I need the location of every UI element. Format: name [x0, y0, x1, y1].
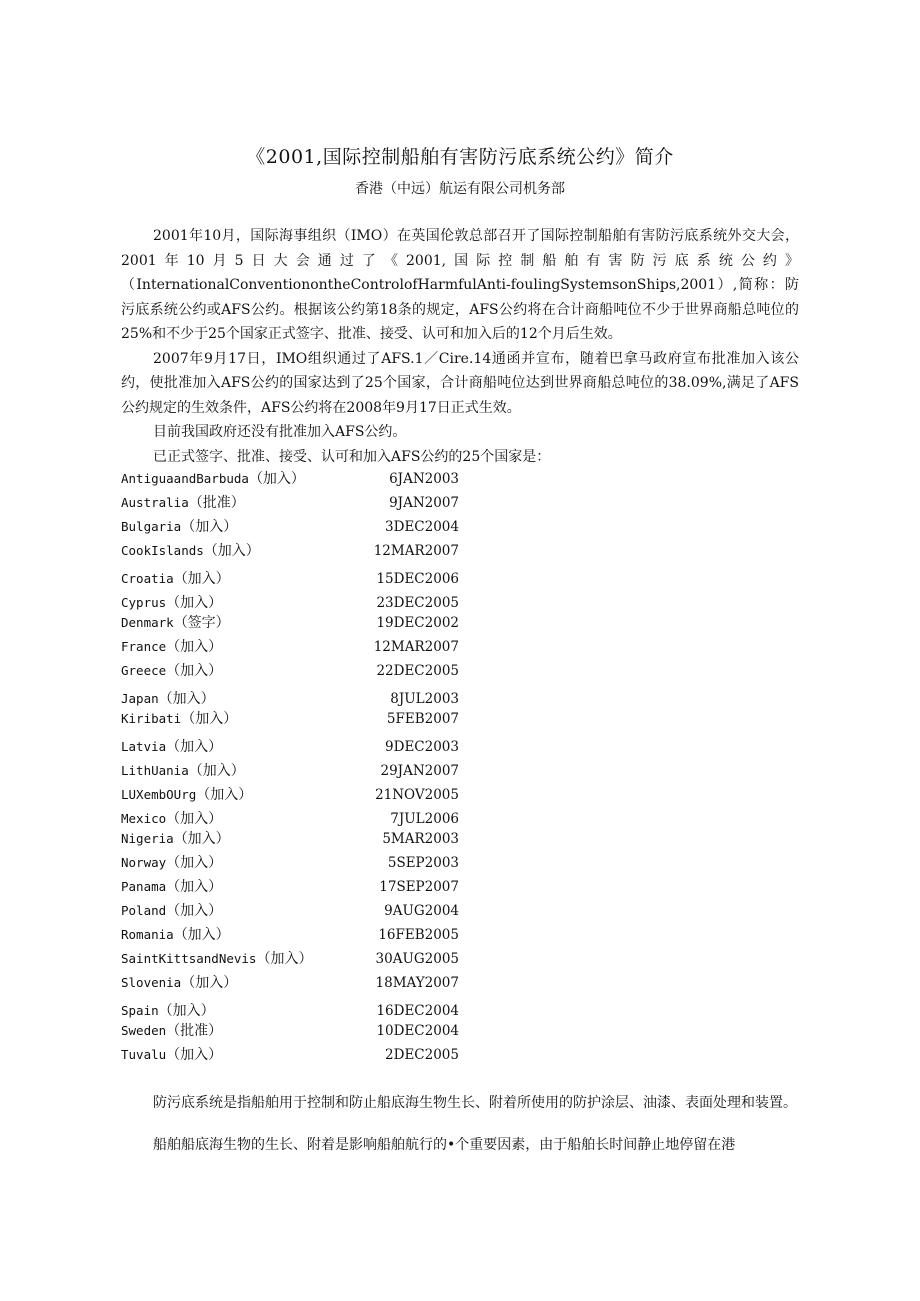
country-name: France [121, 639, 167, 654]
country-name: Tuvalu [121, 1047, 167, 1062]
country-name: Greece [121, 663, 167, 678]
country-label [121, 635, 222, 659]
country-row [121, 899, 521, 923]
paragraph-5: 防污底系统是指船舶用于控制和防止船底海生物生长、附着所使用的防护涂层、油漆、表面处理和装置。 [153, 1095, 797, 1111]
country-name: Slovenia [121, 975, 182, 990]
country-date: 6JAN2003 [389, 471, 459, 487]
country-label [121, 567, 230, 591]
country-status: （加入） [166, 595, 223, 611]
closing-section [121, 1090, 799, 1174]
country-status: （加入） [166, 811, 223, 827]
country-date: 9JAN2007 [389, 495, 459, 511]
country-date: 5MAR2003 [382, 831, 459, 847]
country-status: （加入） [166, 639, 223, 655]
country-date: 17SEP2007 [379, 879, 459, 895]
country-status: （加入） [173, 927, 230, 943]
country-status: （签字） [173, 615, 230, 631]
country-label [121, 1043, 222, 1067]
country-date: 9AUG2004 [384, 903, 459, 919]
country-label [121, 1019, 222, 1043]
country-row [121, 467, 521, 491]
country-date: 15DEC2006 [376, 571, 459, 587]
country-name: Japan [121, 691, 159, 706]
country-label [121, 875, 222, 899]
country-row [121, 567, 521, 591]
country-status: （批准） [188, 495, 245, 511]
country-label [121, 515, 237, 539]
country-status: （加入） [248, 471, 305, 487]
paragraph-4: 已正式签字、批准、接受、认可和加入AFS公约的25个国家是： [153, 448, 551, 465]
country-row [121, 735, 521, 759]
country-name: Kiribati [121, 711, 182, 726]
country-label [121, 707, 237, 731]
country-label [121, 971, 237, 995]
country-status: （加入） [166, 739, 223, 755]
country-name: LithUania [121, 763, 189, 778]
country-row [121, 1019, 521, 1043]
country-date: 22DEC2005 [376, 663, 459, 679]
country-row [121, 999, 521, 1019]
paragraph-2: 2007年9月17日，IMO组织通过了AFS.1／Cire.14通函并宣布，随着巴拿马政府宣布批准加入该公约，使批准加入AFS公约的国家达到了25个国家，合计商船吨位达到世界商船总吨位的38.09%,满足了AFS公约规定的生效条件，AFS公约将在2008年9月17日正式生效。 [121, 350, 799, 416]
country-status: （加入） [166, 855, 223, 871]
country-row [121, 491, 521, 515]
country-status: （加入） [166, 903, 223, 919]
country-row [121, 659, 521, 687]
country-status: （加入） [256, 951, 313, 967]
country-row [121, 707, 521, 735]
country-status: （加入） [188, 763, 245, 779]
country-date: 30AUG2005 [375, 951, 459, 967]
country-name: AntiguaandBarbuda [121, 471, 249, 486]
country-row [121, 687, 521, 707]
paragraph-1: 2001年10月，国际海事组织（IMO）在英国伦敦总部召开了国际控制船舶有害防污底系统外交大会，2001年10月5日大会通过了《2001,国际控制船舶有害防污底系统公约》（InternationalConventionontheControlofHarmfulAnti-foulingSystemsonShips,2001）,简称：防污底系统公约或AFS公约。根据该公约第18条的规定，AFS公约将在合计商船吨位不少于世界商船总吨位的25%和不少于25个国家正式签字、批准、接受、认可和加入后的12个月后生效。 [121, 228, 799, 342]
country-date: 18MAY2007 [375, 975, 459, 991]
country-name: Latvia [121, 739, 167, 754]
country-date: 23DEC2005 [376, 595, 459, 611]
country-label [121, 467, 305, 491]
country-name: Sweden [121, 1023, 167, 1038]
country-status: （加入） [173, 571, 230, 587]
country-status: （加入） [181, 519, 238, 535]
country-list [121, 467, 521, 1067]
country-date: 3DEC2004 [385, 519, 459, 535]
country-name: Australia [121, 495, 189, 510]
country-row [121, 875, 521, 899]
country-date: 2DEC2005 [385, 1047, 459, 1063]
country-name: Romania [121, 927, 174, 942]
country-status: （加入） [173, 831, 230, 847]
country-row [121, 947, 521, 971]
country-name: SaintKittsandNevis [121, 951, 257, 966]
country-row [121, 591, 521, 611]
country-status: （加入） [181, 975, 238, 991]
country-row [121, 539, 521, 567]
intro-section [121, 224, 799, 469]
country-name: Panama [121, 879, 167, 894]
country-status: （批准） [166, 1023, 223, 1039]
country-date: 19DEC2002 [376, 615, 459, 631]
country-date: 5FEB2007 [386, 711, 459, 727]
country-date: 21NOV2005 [375, 787, 459, 803]
country-name: Nigeria [121, 831, 174, 846]
country-status: （加入） [158, 691, 215, 707]
country-date: 9DEC2003 [385, 739, 459, 755]
country-label [121, 611, 230, 635]
country-label [121, 539, 260, 563]
country-row [121, 635, 521, 659]
country-date: 10DEC2004 [376, 1023, 459, 1039]
country-status: （加入） [181, 711, 238, 727]
country-row [121, 851, 521, 875]
paragraph-6: 船舶船底海生物的生长、附着是影响船舶航行的•个重要因素，由于船舶长时间静止地停留在港 [153, 1137, 736, 1153]
country-date: 16FEB2005 [378, 927, 459, 943]
country-status: （加入） [158, 1003, 215, 1019]
country-label [121, 735, 222, 759]
country-label [121, 659, 222, 683]
country-row [121, 759, 521, 783]
country-name: Denmark [121, 615, 174, 630]
document-title: 《2001,国际控制船舶有害防污底系统公约》简介 [246, 146, 674, 168]
country-name: Poland [121, 903, 167, 918]
country-row [121, 515, 521, 539]
country-date: 7JUL2006 [390, 811, 459, 827]
country-row [121, 971, 521, 999]
country-date: 12MAR2007 [373, 543, 459, 559]
country-label [121, 947, 312, 971]
country-row [121, 807, 521, 827]
country-row [121, 923, 521, 947]
country-status: （加入） [196, 787, 253, 803]
country-name: Mexico [121, 811, 167, 826]
country-row [121, 611, 521, 635]
country-status: （加入） [166, 663, 223, 679]
country-row [121, 1043, 521, 1067]
country-name: Cyprus [121, 595, 167, 610]
country-name: Norway [121, 855, 167, 870]
country-label [121, 899, 222, 923]
paragraph-3: 目前我国政府还没有批准加入AFS公约。 [153, 424, 407, 440]
country-date: 12MAR2007 [373, 639, 459, 655]
document-subtitle: 香港（中远）航运有限公司机务部 [355, 181, 565, 197]
country-label [121, 827, 230, 851]
country-date: 5SEP2003 [387, 855, 459, 871]
country-label [121, 759, 245, 783]
country-status: （加入） [166, 879, 223, 895]
country-name: Croatia [121, 571, 174, 586]
country-label [121, 491, 245, 515]
country-name: Spain [121, 1003, 159, 1018]
country-status: （加入） [203, 543, 260, 559]
country-row [121, 827, 521, 851]
country-label [121, 783, 252, 807]
country-date: 8JUL2003 [390, 691, 459, 707]
country-name: CookIslands [121, 543, 204, 558]
country-date: 29JAN2007 [380, 763, 459, 779]
country-status: （加入） [166, 1047, 223, 1063]
country-label [121, 851, 222, 875]
country-date: 16DEC2004 [376, 1003, 459, 1019]
country-name: LUXembOUrg [121, 787, 197, 802]
country-row [121, 783, 521, 807]
country-label [121, 923, 230, 947]
country-name: Bulgaria [121, 519, 182, 534]
